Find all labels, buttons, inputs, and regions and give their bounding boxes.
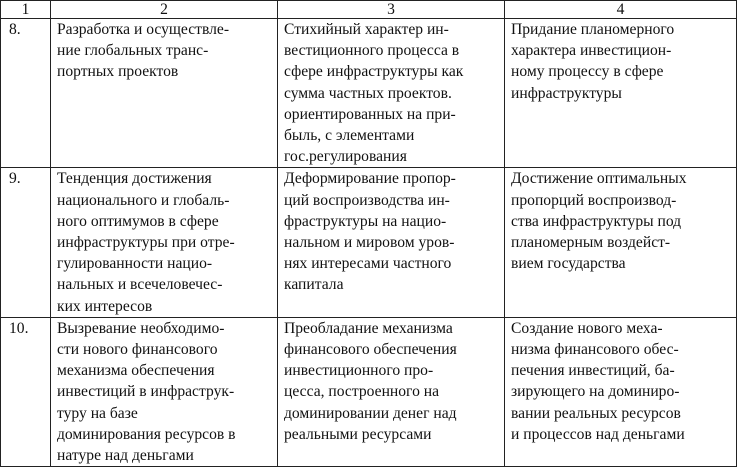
header-cell-3: 3 xyxy=(278,1,505,19)
row-cell-col4: Достижение оптимальных пропорций воспроизвод- ства инфраструктуры под планомерным воздейст- вием государства xyxy=(505,168,737,317)
header-row xyxy=(1,1,737,19)
header-cell-1: 1 xyxy=(1,1,51,19)
header-cell-4: 4 xyxy=(505,1,737,19)
table-row xyxy=(1,317,737,466)
row-number: 9. xyxy=(1,168,51,317)
row-cell-col2: Вызревание необходимо- сти нового финансового механизма обеспечения инвестиций в инфраструк- туру на базе доминирования ресурсов в натуре над деньгами xyxy=(51,317,278,466)
row-cell-col3: Стихийный характер ин- вестиционного процесса в сфере инфраструктуры как сумма частных проектов. ориентированных на при- быль, с элементами гос.регулирования xyxy=(278,19,505,168)
row-cell-col2: Тенденция достижения национального и глобаль- ного оптимумов в сфере инфраструктуры при отре- гулированности нацио- нальных и всечеловечес- ких интересов xyxy=(51,168,278,317)
row-cell-col4: Придание планомерного характера инвестицион- ному процессу в сфере инфраструктуры xyxy=(505,19,737,168)
row-cell-col3: Деформирование пропор- ций воспроизводства ин- фраструктуры на нацио- нальном и мировом уров- нях интересами частного капитала xyxy=(278,168,505,317)
table-row xyxy=(1,168,737,317)
row-cell-col2: Разработка и осуществле- ние глобальных транс- портных проектов xyxy=(51,19,278,168)
row-cell-col3: Преобладание механизма финансового обеспечения инвестиционного про- цесса, построенного на доминировании денег над реальными ресурсами xyxy=(278,317,505,466)
row-number: 8. xyxy=(1,19,51,168)
row-cell-col4: Создание нового меха- низма финансового обес- печения инвестиций, ба- зирующего на доминиро- вании реальных ресурсов и процессов над деньгами xyxy=(505,317,737,466)
table-row xyxy=(1,19,737,168)
header-cell-2: 2 xyxy=(51,1,278,19)
row-number: 10. xyxy=(1,317,51,466)
